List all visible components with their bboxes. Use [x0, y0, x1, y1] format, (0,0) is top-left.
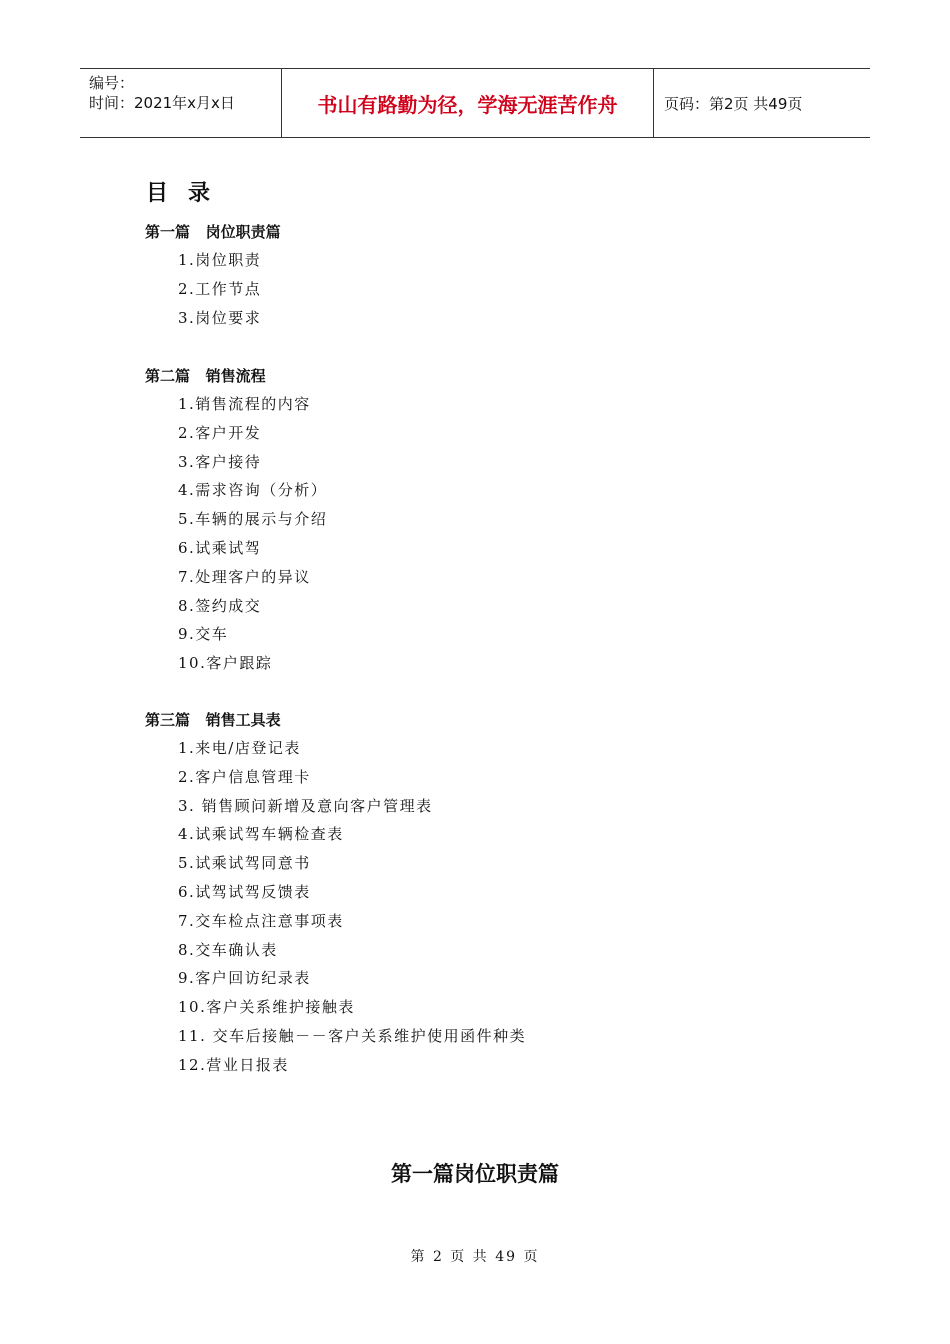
toc-item: 2.客户信息管理卡	[178, 767, 311, 786]
toc-item: 1.岗位职责	[178, 251, 262, 269]
toc-section-1	[145, 218, 281, 332]
toc-item: 7.处理客户的异议	[178, 567, 311, 586]
toc-item: 10.客户跟踪	[178, 654, 273, 673]
toc-item: 3.岗位要求	[178, 308, 262, 327]
document-header	[80, 68, 870, 138]
toc-item: 3. 销售顾问新增及意向客户管理表	[178, 796, 433, 815]
toc-item: 11. 交车后接触－－客户关系维护使用函件种类	[178, 1026, 527, 1045]
toc-item: 5.车辆的展示与介绍	[178, 510, 328, 529]
section-title: 第二篇 销售流程	[145, 367, 266, 385]
toc-item: 6.试驾试驾反馈表	[178, 882, 311, 901]
header-meta	[80, 69, 282, 137]
header-number-label: 编号：	[89, 74, 135, 92]
toc-item: 12.营业日报表	[178, 1055, 289, 1074]
toc-item: 4.需求咨询（分析）	[178, 481, 328, 500]
toc-item: 6.试乘试驾	[178, 538, 262, 557]
toc-item: 9.客户回访纪录表	[178, 969, 311, 988]
header-page-info: 页码：第2页 共49页	[664, 94, 803, 113]
section-title: 第一篇 岗位职责篇	[145, 223, 281, 241]
section-title: 第三篇 销售工具表	[145, 711, 281, 729]
toc-item: 3.客户接待	[178, 452, 262, 471]
header-motto: 书山有路勤为径，学海无涯苦作舟	[282, 69, 654, 137]
toc-item: 1.来电/店登记表	[178, 739, 301, 757]
toc-item: 8.交车确认表	[178, 940, 278, 959]
toc-section-3	[145, 706, 526, 1080]
toc-item: 2.工作节点	[178, 279, 262, 298]
toc-item: 5.试乘试驾同意书	[178, 854, 311, 873]
chapter-heading: 第一篇岗位职责篇	[391, 1162, 559, 1186]
toc-item: 8.签约成交	[178, 596, 262, 615]
toc-item: 4.试乘试驾车辆检查表	[178, 825, 344, 844]
toc-item: 7.交车检点注意事项表	[178, 911, 344, 930]
toc-item: 10.客户关系维护接触表	[178, 998, 355, 1017]
toc-item: 1.销售流程的内容	[178, 395, 311, 413]
page-footer: 第 2 页 共 49 页	[410, 1249, 540, 1265]
header-date-label: 时间：2021年x月x日	[89, 94, 235, 112]
toc-item: 9.交车	[178, 625, 229, 644]
toc-section-2	[145, 362, 327, 678]
toc-title: 目录	[146, 181, 231, 206]
toc-item: 2.客户开发	[178, 423, 262, 442]
